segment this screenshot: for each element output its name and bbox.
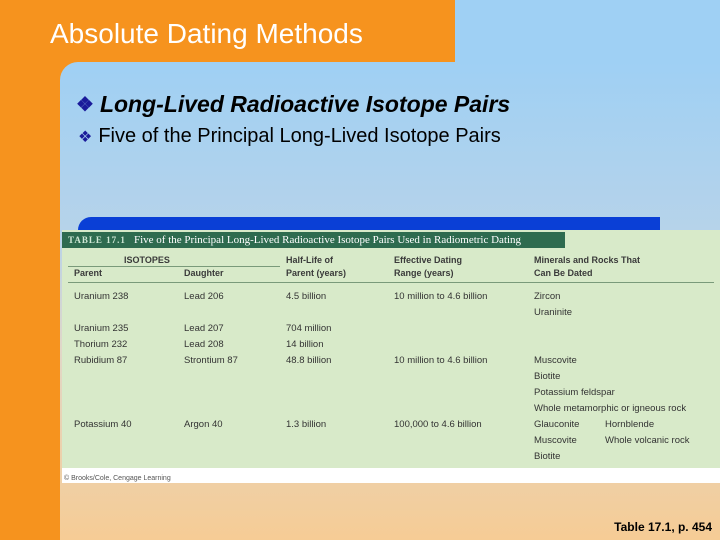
slide-title: Absolute Dating Methods	[50, 18, 363, 49]
row4-mineral: Biotite	[534, 371, 561, 382]
table-title-bar	[62, 232, 565, 248]
row4-daughter: Strontium 87	[184, 355, 238, 366]
bullet-1-text: Long-Lived Radioactive Isotope Pairs	[99, 91, 511, 117]
bullet-1	[76, 91, 510, 118]
col-minerals-line1: Minerals and Rocks That	[534, 255, 641, 265]
isotope-table	[62, 230, 720, 483]
copyright-note: © Brooks/Cole, Cengage Learning	[64, 475, 171, 482]
row4-mineral: Whole metamorphic or igneous rock	[534, 403, 687, 414]
col-daughter: Daughter	[184, 268, 224, 278]
row5-mineral-b: Hornblende	[605, 419, 655, 430]
row4-parent: Rubidium 87	[74, 355, 128, 366]
row5-mineral: Glauconite	[534, 419, 580, 430]
col-minerals-line2: Can Be Dated	[534, 268, 593, 278]
bullet-2-text: Five of the Principal Long-Lived Isotope Pairs	[98, 125, 501, 147]
row1-daughter: Lead 206	[184, 291, 224, 302]
row4-range: 10 million to 4.6 billion	[394, 355, 488, 366]
row5-halflife: 1.3 billion	[286, 419, 327, 430]
row5-range: 100,000 to 4.6 billion	[394, 419, 482, 430]
table-caption: Five of the Principal Long-Lived Radioactive Isotope Pairs Used in Radiometric Dating	[134, 234, 522, 246]
row1-range: 10 million to 4.6 billion	[394, 291, 488, 302]
left-orange-band	[0, 0, 60, 540]
row5-mineral: Biotite	[534, 451, 561, 462]
row1-halflife: 4.5 billion	[286, 291, 327, 302]
row1-mineral: Zircon	[534, 291, 561, 302]
row3-daughter: Lead 208	[184, 339, 224, 350]
row4-mineral: Potassium feldspar	[534, 387, 615, 398]
isotopes-group-header: ISOTOPES	[124, 255, 170, 265]
row5-daughter: Argon 40	[184, 419, 223, 430]
row2-daughter: Lead 207	[184, 323, 224, 334]
diamond-clover-bullet-icon: ❖	[76, 94, 94, 116]
row4-halflife: 48.8 billion	[286, 355, 332, 366]
row1-mineral: Uraninite	[534, 307, 573, 318]
row1-parent: Uranium 238	[74, 291, 129, 302]
bullet-2	[78, 125, 501, 148]
row2-halflife: 704 million	[286, 323, 332, 334]
table-label: TABLE 17.1	[68, 235, 126, 245]
diamond-clover-bullet-icon: ❖	[78, 128, 93, 146]
table-reference: Table 17.1, p. 454	[614, 520, 712, 534]
col-range-line1: Effective Dating	[394, 255, 463, 265]
row4-mineral: Muscovite	[534, 355, 577, 366]
row5-mineral-b: Whole volcanic rock	[605, 435, 690, 446]
col-range-line2: Range (years)	[394, 268, 454, 278]
row2-parent: Uranium 235	[74, 323, 129, 334]
row3-parent: Thorium 232	[74, 339, 128, 350]
row5-parent: Potassium 40	[74, 419, 132, 430]
top-right-sky	[455, 0, 720, 62]
col-parent: Parent	[74, 268, 103, 278]
col-halflife-line1: Half-Life of	[286, 255, 333, 265]
row5-mineral: Muscovite	[534, 435, 577, 446]
col-halflife-line2: Parent (years)	[286, 268, 347, 278]
row3-halflife: 14 billion	[286, 339, 324, 350]
header-rule	[68, 282, 714, 283]
